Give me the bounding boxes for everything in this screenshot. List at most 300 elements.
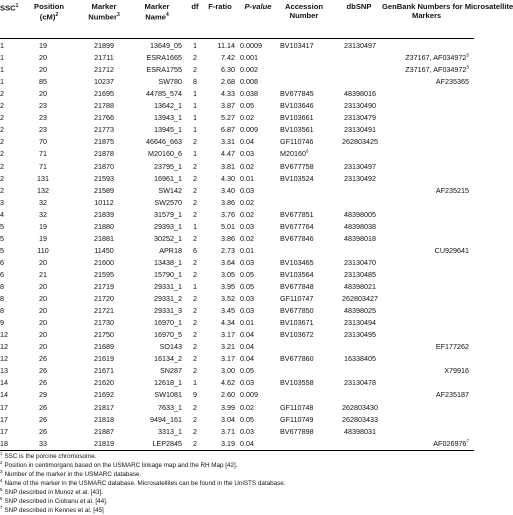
footnote (0, 461, 474, 470)
cell-num-text: 21730 (94, 318, 114, 328)
cell-ssc-text: 5 (0, 221, 4, 231)
cell-df (188, 305, 202, 317)
cell-f-text: 2.73 (221, 245, 235, 255)
cell-pos (30, 426, 56, 438)
cell-name (120, 209, 182, 221)
cell-dbsnp (330, 317, 390, 329)
cell-df-text: 2 (193, 161, 197, 171)
cell-name (120, 257, 182, 269)
cell-gb-text: CU929641 (434, 245, 469, 255)
header-marker-number-line2: Number (88, 12, 117, 22)
cell-df-text: 2 (193, 318, 197, 328)
cell-pos (30, 112, 56, 124)
cell-pos (30, 173, 56, 185)
cell-f-text: 7.42 (221, 53, 235, 63)
cell-df (188, 88, 202, 100)
cell-p-text: 0.02 (240, 197, 254, 207)
cell-name (120, 52, 182, 64)
cell-ssc (0, 209, 14, 221)
cell-name-text: ESRA1755 (146, 65, 182, 75)
cell-df (188, 426, 202, 438)
cell-ssc (0, 426, 14, 438)
cell-f (203, 124, 235, 136)
cell-ssc-text: 12 (0, 354, 8, 364)
cell-ssc-text: 13 (0, 366, 8, 376)
cell-name (120, 341, 182, 353)
cell-gb-sup: 5 (466, 52, 469, 58)
cell-df (188, 353, 202, 365)
header-df: df (191, 2, 199, 11)
cell-f-text: 3.52 (221, 294, 235, 304)
cell-dbsnp-text: 262803425 (342, 137, 378, 147)
cell-p (240, 365, 274, 377)
cell-acc (280, 40, 334, 52)
cell-p-text: 0.03 (240, 426, 254, 436)
cell-pos (30, 136, 56, 148)
cell-name-text: SW2570 (154, 197, 182, 207)
cell-dbsnp (330, 221, 390, 233)
cell-acc (280, 377, 334, 389)
cell-df-text: 8 (193, 77, 197, 87)
cell-ssc (0, 293, 14, 305)
cell-pos-text: 131 (37, 173, 49, 183)
cell-p (240, 281, 274, 293)
cell-f (203, 414, 235, 426)
cell-df (188, 100, 202, 112)
cell-p (240, 148, 274, 160)
cell-dbsnp (330, 40, 390, 52)
cell-f-text: 5.27 (221, 113, 235, 123)
cell-acc-text: BV103417 (280, 41, 314, 50)
table-row (0, 197, 474, 209)
cell-ssc-text: 5 (0, 233, 4, 243)
table-header (0, 0, 513, 39)
cell-acc (280, 414, 334, 426)
cell-acc-text: BV103465 (280, 257, 314, 267)
cell-p-text: 0.02 (240, 161, 254, 171)
cell-df-text: 1 (193, 101, 197, 111)
cell-df (188, 221, 202, 233)
cell-dbsnp (330, 257, 390, 269)
cell-dbsnp (330, 209, 390, 221)
cell-num-text: 21773 (94, 125, 114, 135)
cell-ssc (0, 173, 14, 185)
table-row (0, 341, 474, 353)
header-marker-number-line1: Marker (91, 2, 117, 11)
cell-ssc-text: 1 (0, 65, 4, 75)
table-row (0, 40, 474, 52)
cell-p-text: 0.02 (240, 113, 254, 123)
cell-name (120, 281, 182, 293)
cell-dbsnp-text: 262803430 (342, 402, 378, 412)
cell-name-text: 13943_1 (154, 113, 182, 123)
cell-p (240, 426, 274, 438)
cell-name-text: 29393_1 (154, 221, 182, 231)
cell-df-text: 1 (193, 221, 197, 231)
cell-ssc (0, 185, 14, 197)
cell-pos (30, 329, 56, 341)
cell-gb (380, 341, 469, 353)
cell-acc (280, 161, 334, 173)
cell-p-text: 0.0009 (240, 41, 262, 50)
cell-df (188, 414, 202, 426)
cell-df (188, 293, 202, 305)
header-position-sup: 2 (55, 12, 59, 18)
cell-p (240, 353, 274, 365)
cell-p (240, 438, 274, 450)
cell-name-text: 3313_1 (158, 426, 182, 436)
cell-ssc (0, 305, 14, 317)
cell-p (240, 161, 274, 173)
cell-f-text: 6.87 (221, 125, 235, 135)
cell-name (120, 233, 182, 245)
table-row (0, 365, 474, 377)
cell-df (188, 148, 202, 160)
cell-df (188, 389, 202, 401)
cell-gb-sup: 7 (466, 438, 469, 444)
cell-name (120, 293, 182, 305)
cell-df-text: 2 (193, 53, 197, 63)
cell-df-text: 1 (193, 125, 197, 135)
cell-p (240, 76, 274, 88)
cell-pos (30, 341, 56, 353)
cell-name-text: SN287 (160, 366, 182, 376)
cell-acc-text: GF110749 (280, 414, 314, 424)
cell-ssc-text: 12 (0, 342, 8, 352)
table-row (0, 245, 474, 257)
footnote-text: SNP described in Kennes et al. [45] (4, 507, 104, 514)
cell-pos (30, 221, 56, 233)
cell-f-text: 3.99 (221, 402, 235, 412)
cell-df (188, 377, 202, 389)
cell-num-text: 21721 (94, 306, 114, 316)
cell-name-text: 29331_2 (154, 294, 182, 304)
cell-acc (280, 88, 334, 100)
cell-f (203, 148, 235, 160)
cell-pos-text: 23 (39, 101, 47, 111)
cell-f-text: 3.17 (221, 330, 235, 340)
cell-df-text: 2 (193, 426, 197, 436)
cell-num-text: 21619 (94, 354, 114, 364)
cell-acc-text: BV677845 (280, 89, 314, 99)
cell-pos (30, 281, 56, 293)
cell-dbsnp-text: 16338405 (344, 354, 376, 364)
cell-f-text: 3.86 (221, 233, 235, 243)
cell-p (240, 52, 274, 64)
cell-p-text: 0.02 (240, 402, 254, 412)
cell-name (120, 148, 182, 160)
cell-name (120, 161, 182, 173)
cell-p-text: 0.03 (240, 185, 254, 195)
cell-acc (280, 426, 334, 438)
table-row (0, 233, 474, 245)
cell-dbsnp (330, 377, 390, 389)
cell-acc-text: BV103672 (280, 330, 314, 340)
cell-p-text: 0.01 (240, 318, 254, 328)
cell-ssc (0, 197, 14, 209)
cell-p-text: 0.04 (240, 137, 254, 147)
table-row (0, 52, 474, 64)
header-accession (276, 2, 332, 20)
cell-acc (280, 353, 334, 365)
cell-df (188, 64, 202, 76)
cell-name-text: 16961_1 (154, 173, 182, 183)
cell-f-text: 3.76 (221, 209, 235, 219)
cell-acc (280, 173, 334, 185)
cell-p-text: 0.03 (240, 149, 254, 159)
cell-gb-text: AF235365 (435, 77, 469, 87)
cell-f (203, 233, 235, 245)
cell-name-text: ESRA1665 (146, 53, 182, 63)
cell-acc-text: GF110747 (280, 294, 314, 304)
table-row (0, 414, 474, 426)
cell-p-text: 0.03 (240, 221, 254, 231)
cell-acc-text: BV677851 (280, 209, 314, 219)
cell-p-text: 0.002 (240, 65, 258, 75)
cell-name (120, 221, 182, 233)
cell-f-text: 3.45 (221, 306, 235, 316)
cell-dbsnp (330, 293, 390, 305)
cell-df (188, 341, 202, 353)
cell-f-text: 3.21 (221, 342, 235, 352)
cell-ssc-text: 1 (0, 77, 4, 87)
cell-f (203, 402, 235, 414)
cell-dbsnp-text: 48398031 (344, 426, 376, 436)
cell-f-text: 3.81 (221, 161, 235, 171)
cell-pos (30, 365, 56, 377)
cell-df-text: 2 (193, 402, 197, 412)
cell-pos (30, 88, 56, 100)
cell-df-text: 2 (193, 414, 197, 424)
cell-name (120, 136, 182, 148)
cell-df (188, 329, 202, 341)
cell-name-text: SW1081 (154, 390, 182, 400)
cell-pos-text: 71 (39, 161, 47, 171)
cell-ssc (0, 438, 14, 450)
cell-num-text: 21880 (94, 221, 114, 231)
cell-acc-text: BV103561 (280, 125, 314, 135)
cell-p (240, 293, 274, 305)
cell-num-text: 21719 (94, 282, 114, 291)
cell-f (203, 40, 235, 52)
cell-ssc-text: 3 (0, 197, 4, 207)
cell-name (120, 245, 182, 257)
cell-df-text: 2 (193, 137, 197, 147)
cell-ssc-text: 4 (0, 209, 4, 219)
cell-ssc-text: 8 (0, 282, 4, 291)
cell-name (120, 414, 182, 426)
cell-gb-text: AF026976 (433, 438, 467, 448)
cell-num-text: 21595 (94, 269, 114, 279)
cell-name-text: 13642_1 (154, 101, 182, 111)
header-marker-name (128, 2, 186, 22)
header-accession-line1: Accession (285, 2, 323, 11)
cell-pos-text: 32 (39, 209, 47, 219)
cell-p (240, 341, 274, 353)
cell-num-text: 21750 (94, 330, 114, 340)
cell-dbsnp-text: 48398021 (344, 282, 376, 291)
cell-name-text: 13438_1 (154, 257, 182, 267)
cell-pos (30, 377, 56, 389)
cell-f (203, 305, 235, 317)
cell-dbsnp-text: 23130478 (344, 378, 376, 388)
cell-name-text: 15790_1 (154, 269, 182, 279)
cell-gb (380, 185, 469, 197)
header-genbank-line1: GenBank Numbers for Microsatellite (382, 2, 513, 11)
cell-f (203, 317, 235, 329)
cell-acc (280, 402, 334, 414)
cell-dbsnp (330, 136, 390, 148)
header-marker-number (78, 2, 130, 22)
cell-dbsnp (330, 305, 390, 317)
cell-df-text: 2 (193, 65, 197, 75)
cell-f (203, 52, 235, 64)
cell-name (120, 124, 182, 136)
cell-f (203, 88, 235, 100)
cell-df (188, 124, 202, 136)
cell-dbsnp (330, 269, 390, 281)
cell-p (240, 40, 274, 52)
cell-df (188, 76, 202, 88)
cell-df (188, 233, 202, 245)
cell-ssc-text: 2 (0, 173, 4, 183)
cell-pos (30, 305, 56, 317)
cell-pos-text: 26 (39, 402, 47, 412)
cell-df-text: 2 (193, 366, 197, 376)
cell-pos-text: 20 (39, 282, 47, 291)
table-row (0, 402, 474, 414)
cell-df-text: 2 (193, 269, 197, 279)
cell-gb-text: Z37167, AF034972 (405, 53, 467, 63)
cell-name-text: 16970_1 (154, 318, 182, 328)
cell-p (240, 305, 274, 317)
header-ssc (0, 2, 24, 13)
cell-acc (280, 100, 334, 112)
cell-num-text: 21695 (94, 89, 114, 99)
table-row (0, 76, 474, 88)
cell-df (188, 112, 202, 124)
cell-num-text: 21839 (94, 209, 114, 219)
cell-name-text: 29331_1 (154, 282, 182, 291)
cell-ssc-text: 18 (0, 438, 8, 448)
cell-name (120, 389, 182, 401)
cell-acc-text: BV677898 (280, 426, 314, 436)
cell-ssc-text: 14 (0, 390, 8, 400)
cell-name (120, 317, 182, 329)
cell-num-text: 10237 (94, 77, 114, 87)
footnote-marker: 4 (0, 477, 3, 483)
cell-ssc-text: 2 (0, 113, 4, 123)
header-accession-line2: Number (289, 11, 319, 20)
cell-df-text: 2 (193, 438, 197, 448)
cell-dbsnp-text: 23130490 (344, 101, 376, 111)
cell-name (120, 64, 182, 76)
cell-f (203, 438, 235, 450)
cell-name-text: 31579_1 (154, 209, 182, 219)
cell-ssc (0, 76, 14, 88)
cell-f (203, 389, 235, 401)
cell-num-text: 21593 (94, 173, 114, 183)
cell-ssc (0, 148, 14, 160)
cell-f-text: 3.86 (221, 197, 235, 207)
cell-p (240, 317, 274, 329)
footnote-marker: 3 (0, 468, 3, 474)
cell-f (203, 173, 235, 185)
footnote-text: Number of the marker in the USMARC database. (4, 471, 142, 478)
cell-dbsnp (330, 426, 390, 438)
cell-pos-text: 20 (39, 89, 47, 99)
footnotes (0, 452, 474, 515)
cell-f (203, 76, 235, 88)
footnote-text: SNP described in Munoz et al. [43]. (4, 489, 104, 496)
cell-f (203, 329, 235, 341)
cell-df (188, 365, 202, 377)
cell-dbsnp (330, 329, 390, 341)
cell-name (120, 377, 182, 389)
cell-dbsnp (330, 124, 390, 136)
cell-f (203, 341, 235, 353)
cell-dbsnp (330, 88, 390, 100)
cell-f-text: 4.30 (221, 173, 235, 183)
table-row (0, 438, 474, 450)
cell-f-text: 3.87 (221, 101, 235, 111)
cell-dbsnp-text: 23130497 (344, 161, 376, 171)
cell-gb (380, 365, 469, 377)
cell-df (188, 40, 202, 52)
cell-name-text: 9494_161 (150, 414, 182, 424)
cell-p (240, 257, 274, 269)
cell-f (203, 257, 235, 269)
cell-dbsnp-text: 48398038 (344, 221, 376, 231)
cell-f (203, 377, 235, 389)
cell-pos (30, 52, 56, 64)
cell-gb-sup: 5 (466, 64, 469, 70)
cell-f (203, 136, 235, 148)
cell-acc (280, 269, 334, 281)
cell-dbsnp (330, 173, 390, 185)
cell-dbsnp-text: 48398016 (344, 89, 376, 99)
footnote-text: SSC is the porcine chromosome. (4, 453, 97, 460)
cell-df-text: 1 (193, 41, 197, 50)
cell-pos-text: 26 (39, 426, 47, 436)
footnote (0, 452, 474, 461)
cell-acc (280, 317, 334, 329)
cell-pos-text: 26 (39, 354, 47, 364)
cell-f (203, 221, 235, 233)
cell-acc-text: BV677764 (280, 221, 314, 231)
cell-ssc (0, 257, 14, 269)
cell-name (120, 40, 182, 52)
cell-pos (30, 76, 56, 88)
cell-df (188, 257, 202, 269)
footnote-marker: 1 (0, 450, 3, 456)
table-row (0, 389, 474, 401)
cell-p-text: 0.01 (240, 173, 254, 183)
cell-f-text: 3.71 (221, 426, 235, 436)
cell-name-text: M20160_6 (148, 149, 182, 159)
cell-p-text: 0.001 (240, 53, 258, 63)
cell-name-text: 29331_3 (154, 306, 182, 316)
cell-f-text: 4.47 (221, 149, 235, 159)
cell-acc-text: M20160 (280, 149, 306, 159)
footnote-text: SNP described in Ciobanu et al. [44]. (4, 498, 108, 505)
cell-dbsnp (330, 281, 390, 293)
cell-ssc (0, 100, 14, 112)
footnote-marker: 7 (0, 504, 3, 510)
cell-df-text: 2 (193, 330, 197, 340)
cell-dbsnp (330, 100, 390, 112)
cell-p-text: 0.04 (240, 342, 254, 352)
